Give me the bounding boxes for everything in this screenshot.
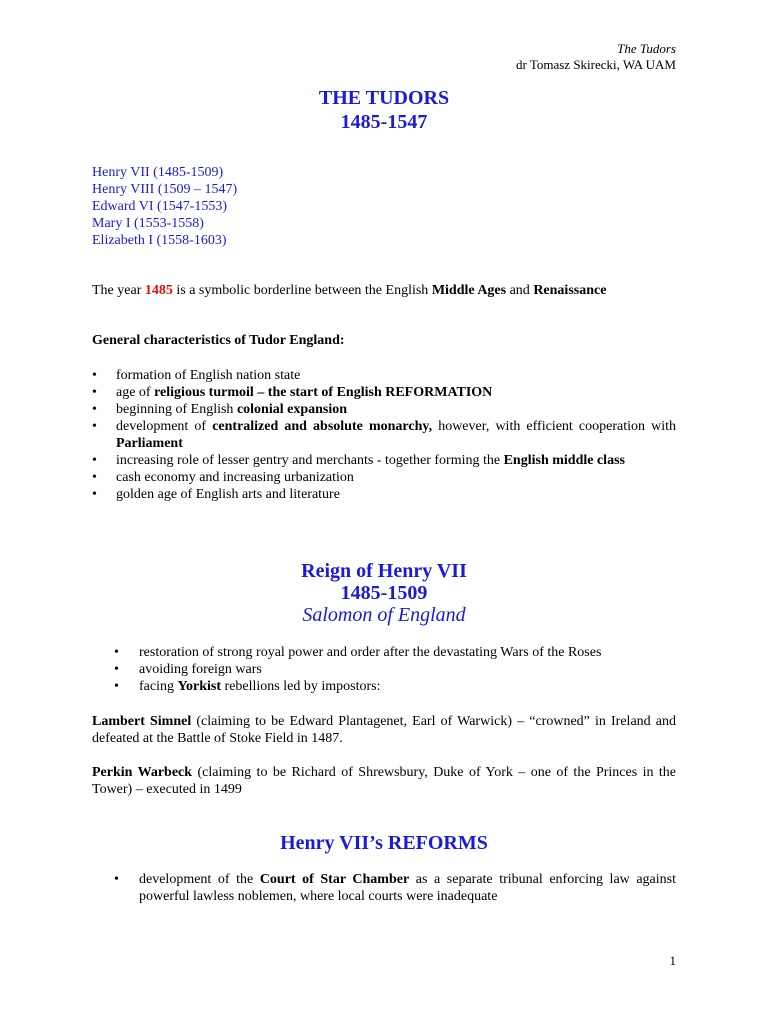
list-item: • age of religious turmoil – the start of English REFORMATION	[92, 384, 676, 401]
list-item: • facing Yorkist rebellions led by impostors:	[92, 678, 676, 695]
ruler-item: Mary I (1553-1558)	[92, 216, 204, 231]
simnel-paragraph: Lambert Simnel (claiming to be Edward Plantagenet, Earl of Warwick) – “crowned” in Ireland and defeated at the Battle of Stoke Field in 1487.	[92, 714, 677, 746]
intro-paragraph: The year 1485 is a symbolic borderline between the English Middle Ages and Renaissance	[92, 283, 607, 298]
ruler-item: Henry VII (1485-1509)	[92, 165, 224, 180]
ruler-item: Edward VI (1547-1553)	[92, 199, 228, 214]
header-course-title: The Tudors	[617, 41, 676, 56]
rulers-list	[92, 164, 676, 249]
reforms-list	[92, 871, 676, 905]
page-number: 1	[669, 953, 676, 968]
year-highlight: 1485	[144, 283, 173, 298]
warbeck-paragraph: Perkin Warbeck (claiming to be Richard of Shrewsbury, Duke of York – one of the Princes in the Tower) – executed in 1499	[92, 765, 676, 797]
document-title-years: 1485-1547	[340, 111, 428, 133]
characteristics-heading: General characteristics of Tudor England:	[92, 333, 345, 348]
list-item: • golden age of English arts and literature	[92, 486, 676, 503]
section-title-reforms: Henry VII’s REFORMS	[280, 832, 488, 854]
document-title: THE TUDORS	[318, 87, 450, 109]
list-item: • development of centralized and absolute monarchy, however, with efficient cooperation with Parliament	[92, 418, 676, 452]
list-item: • restoration of strong royal power and order after the devastating Wars of the Roses	[92, 644, 676, 661]
section-title-henry7: Reign of Henry VII	[301, 560, 467, 582]
list-item: • cash economy and increasing urbanization	[92, 469, 676, 486]
page-header	[516, 41, 676, 73]
list-item: • increasing role of lesser gentry and merchants - together forming the English middle class	[92, 452, 676, 469]
characteristics-list	[92, 367, 676, 503]
header-author: dr Tomasz Skirecki, WA UAM	[515, 57, 676, 72]
list-item: • development of the Court of Star Chamber as a separate tribunal enforcing law against powerful lawless noblemen, where local courts were inadequate	[92, 871, 676, 905]
section-years-henry7: 1485-1509	[340, 582, 428, 604]
ruler-item: Henry VIII (1509 – 1547)	[92, 182, 238, 197]
henry7-list	[92, 644, 676, 695]
section-subtitle-henry7: Salomon of England	[302, 604, 466, 626]
ruler-item: Elizabeth I (1558-1603)	[92, 233, 227, 248]
list-item: • beginning of English colonial expansion	[92, 401, 676, 418]
list-item: • formation of English nation state	[92, 367, 676, 384]
list-item: • avoiding foreign wars	[92, 661, 676, 678]
